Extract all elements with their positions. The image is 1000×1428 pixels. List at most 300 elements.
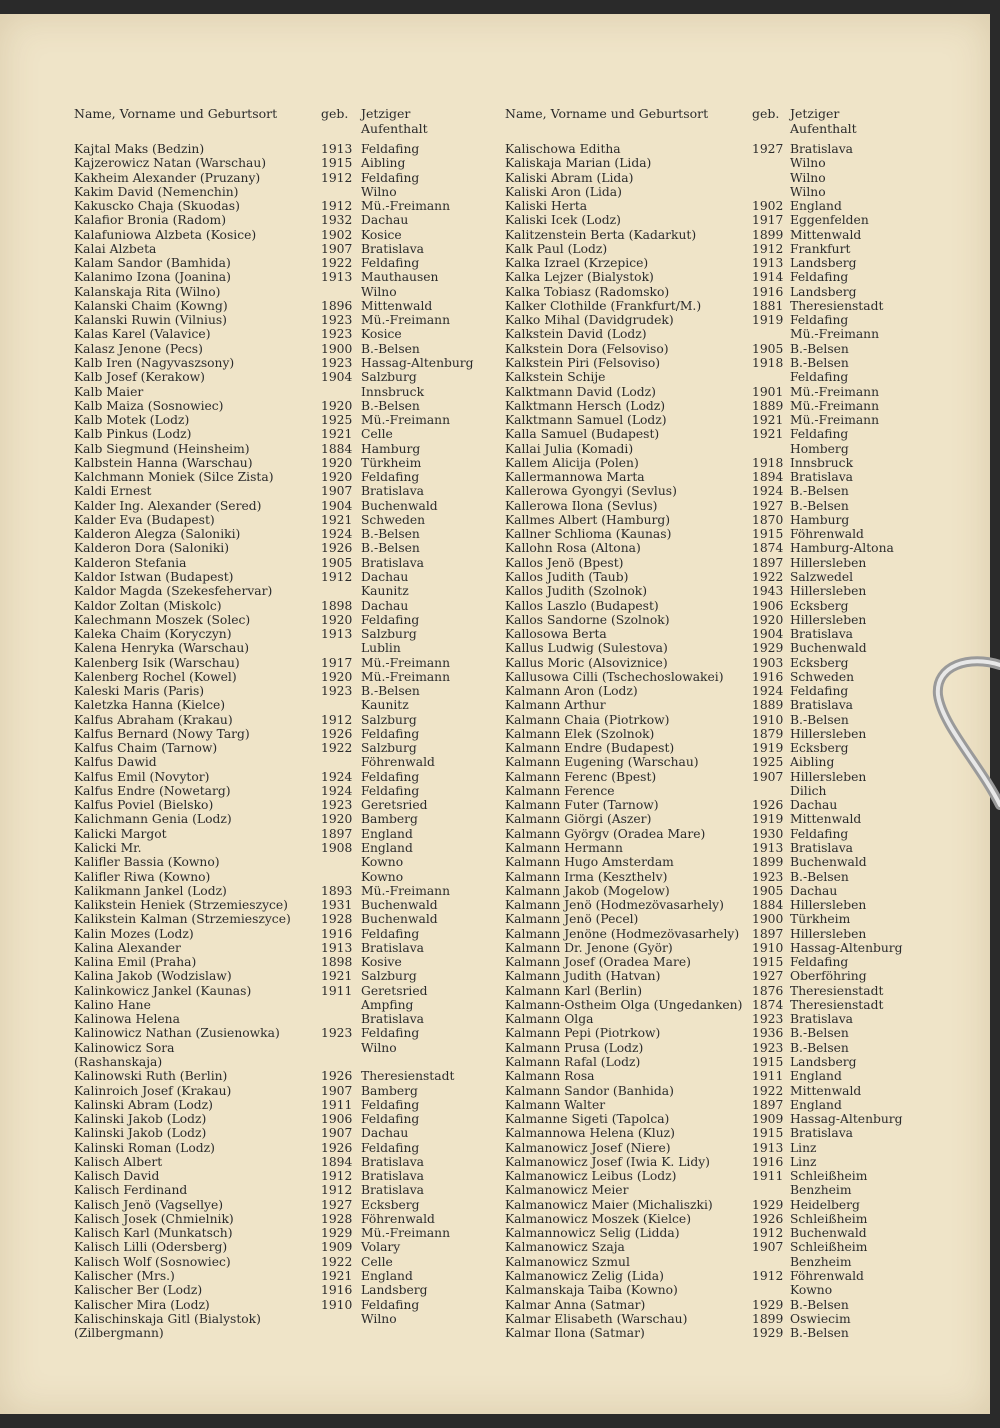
list-item <box>74 1155 471 1169</box>
list-item <box>505 1283 910 1297</box>
entry-name: Kalmann Walter <box>505 1097 606 1112</box>
entry-name: Kaliski Aron (Lida) <box>505 184 622 199</box>
entry-name: Kalinowski Ruth (Berlin) <box>74 1069 228 1084</box>
entry-place: Linz <box>790 1140 817 1155</box>
list-item <box>74 299 471 313</box>
entry-year: 1923 <box>321 684 353 699</box>
list-item <box>505 812 910 826</box>
entry-name: Kalmanowicz Josef (Niere) <box>505 1140 671 1155</box>
entry-year <box>752 1255 790 1269</box>
list-item <box>74 484 471 498</box>
entry-name: Kalmanowicz Moszek (Kielce) <box>505 1211 692 1226</box>
right-entries <box>505 142 910 1340</box>
list-item <box>505 698 910 712</box>
list-item <box>505 413 910 427</box>
entry-year <box>321 584 361 598</box>
entry-name: Kalenberg Isik (Warschau) <box>74 655 240 670</box>
entry-place: Oberföhring <box>790 969 867 984</box>
entry-place: Hamburg-Altona <box>790 541 894 556</box>
entry-place: Bratislava <box>790 1012 853 1027</box>
list-item <box>74 641 471 655</box>
entry-place: Wilno <box>361 1311 397 1326</box>
entry-year: 1900 <box>321 341 353 356</box>
entry-name: Kalikmann Jankel (Lodz) <box>74 883 227 898</box>
entry-year: 1897 <box>752 926 784 941</box>
list-item <box>505 955 910 969</box>
entry-place: Dachau <box>361 569 409 584</box>
entry-name: Kalinski Jakob (Lodz) <box>74 1126 207 1141</box>
entry-place: Landsberg <box>790 1055 857 1069</box>
list-item <box>505 1198 910 1212</box>
entry-year <box>752 442 790 456</box>
entry-place: B.-Belsen <box>790 484 849 499</box>
entry-name: Kajzerowicz Natan (Warschau) <box>74 156 267 171</box>
entry-name: (Rashanskaja) <box>74 1055 163 1069</box>
list-item <box>505 1084 910 1098</box>
list-item <box>505 627 910 641</box>
list-item <box>505 470 910 484</box>
entry-place: Dachau <box>790 798 838 813</box>
entry-place: Ecksberg <box>790 655 849 670</box>
entry-name: Kalinski Roman (Lodz) <box>74 1140 215 1155</box>
list-item <box>505 1041 910 1055</box>
entry-place: Oswiecim <box>790 1311 851 1326</box>
list-item <box>505 1155 910 1169</box>
list-item <box>74 1326 471 1340</box>
entry-year: 1912 <box>752 1226 784 1241</box>
entry-place: Ecksberg <box>361 1197 420 1212</box>
entry-year: 1924 <box>321 783 353 798</box>
header-name: Name, Vorname und Geburtsort <box>74 106 278 121</box>
entry-place <box>361 1326 471 1340</box>
entry-name: Kalmann Dr. Jenone (Györ) <box>505 940 673 955</box>
list-item <box>505 456 910 470</box>
entry-year: 1907 <box>752 1240 784 1255</box>
entry-name: Kalikstein Kalman (Strzemieszyce) <box>74 912 291 927</box>
entry-place: Hamburg <box>790 512 850 527</box>
entry-place: Salzburg <box>361 741 417 756</box>
list-item <box>505 185 910 199</box>
header-year: geb. <box>321 106 349 121</box>
list-item <box>505 784 910 798</box>
entry-place: Kowno <box>361 869 404 884</box>
list-item <box>74 1226 471 1240</box>
entry-name: Kalin Mozes (Lodz) <box>74 926 194 941</box>
list-item <box>505 870 910 884</box>
entry-year: 1919 <box>752 741 784 756</box>
entry-place: Homberg <box>790 441 849 456</box>
entry-name: Kalina Jakob (Wodzislaw) <box>74 969 232 984</box>
entry-name: Kalmann Hermann <box>505 841 623 856</box>
list-item <box>505 1069 910 1083</box>
entry-name: Kalker Clothilde (Frankfurt/M.) <box>505 298 702 313</box>
list-item <box>74 399 471 413</box>
entry-place: Mittenwald <box>790 1083 862 1098</box>
entry-name: Kalafuniowa Alzbeta (Kosice) <box>74 227 257 242</box>
entry-place: Theresienstadt <box>790 997 884 1012</box>
entry-place: Föhrenwald <box>790 527 864 542</box>
entry-year: 1913 <box>321 940 353 955</box>
entry-place: Feldafing <box>790 427 849 442</box>
entry-name: Kalischer Mira (Lodz) <box>74 1297 210 1312</box>
list-item <box>505 242 910 256</box>
entry-place: Föhrenwald <box>361 1211 435 1226</box>
entry-place: Mü.-Freimann <box>361 1226 451 1241</box>
entry-year: 1922 <box>321 256 353 271</box>
entry-place: Schleißheim <box>790 1169 868 1184</box>
list-item <box>74 713 471 727</box>
list-item <box>74 185 471 199</box>
list-item <box>74 627 471 641</box>
entry-year: 1923 <box>752 869 784 884</box>
entry-place: B.-Belsen <box>361 541 420 556</box>
entry-name: Kaldor Zoltan (Miskolc) <box>74 598 222 613</box>
entry-name: Kalder Ing. Alexander (Sered) <box>74 498 262 513</box>
entry-name: Kalinowicz Nathan (Zusienowka) <box>74 1026 280 1041</box>
entry-name: Kalmanowicz Zelig (Lida) <box>505 1268 664 1283</box>
entry-place: Buchenwald <box>361 912 438 927</box>
entry-place: Ampfing <box>361 997 414 1012</box>
list-item <box>505 1312 910 1326</box>
entry-year: 1884 <box>321 441 353 456</box>
entry-year: 1922 <box>321 1254 353 1269</box>
entry-year: 1907 <box>321 484 353 499</box>
list-item <box>74 855 471 869</box>
entry-year: 1909 <box>752 1112 784 1127</box>
entry-place: Landsberg <box>790 284 857 299</box>
header-name: Name, Vorname und Geburtsort <box>505 106 709 121</box>
entry-place: Frankfurt <box>790 241 851 256</box>
entry-name: Kalderon Alegza (Saloniki) <box>74 527 241 542</box>
entry-name: Kalk Paul (Lodz) <box>505 241 608 256</box>
entry-year: 1920 <box>752 612 784 627</box>
entry-place: Wilno <box>790 170 826 185</box>
entry-place: Theresienstadt <box>361 1069 455 1084</box>
entry-place: Türkheim <box>361 455 422 470</box>
entry-name: Kalisch David <box>74 1169 160 1184</box>
entry-place: Dachau <box>361 213 409 228</box>
entry-name: Kalmar Ilona (Satmar) <box>505 1326 645 1341</box>
entry-year: 1905 <box>321 555 353 570</box>
entry-name: Kalisch Josek (Chmielnik) <box>74 1211 234 1226</box>
list-item <box>74 1026 471 1040</box>
entry-place: Dilich <box>790 783 827 798</box>
list-item <box>505 641 910 655</box>
list-item <box>505 199 910 213</box>
entry-year: 1902 <box>752 199 784 214</box>
entry-place: Mü.-Freimann <box>790 327 880 342</box>
entry-place: England <box>790 199 842 214</box>
entry-name: Kalifler Bassia (Kowno) <box>74 855 220 870</box>
left-entries <box>74 142 474 1341</box>
entry-name: Kalka Tobiasz (Radomsko) <box>505 284 670 299</box>
entry-place: Feldafing <box>790 313 849 328</box>
entry-name: Kalktmann Samuel (Lodz) <box>505 413 667 428</box>
entry-name: Kalmann Olga <box>505 1012 594 1027</box>
entry-name: Kalder Eva (Budapest) <box>74 512 215 527</box>
entry-place: Geretsried <box>361 983 428 998</box>
list-item <box>505 327 910 341</box>
entry-place: Geretsried <box>361 798 428 813</box>
entry-name: Kalmann Rafal (Lodz) <box>505 1055 641 1069</box>
list-item <box>505 941 910 955</box>
entry-name: Kalisch Lilli (Odersberg) <box>74 1240 228 1255</box>
entry-place: England <box>790 1069 842 1084</box>
entry-year: 1929 <box>752 641 784 656</box>
entry-place: B.-Belsen <box>790 712 849 727</box>
entry-year: 1923 <box>321 798 353 813</box>
entry-name: Kalmann Irma (Keszthelv) <box>505 869 668 884</box>
list-item <box>74 256 471 270</box>
entry-place: Buchenwald <box>361 498 438 513</box>
list-item <box>74 870 471 884</box>
entry-year: 1921 <box>321 969 353 984</box>
entry-name: Kalisch Wolf (Sosnowiec) <box>74 1254 231 1269</box>
list-item <box>505 171 910 185</box>
entry-year: 1904 <box>321 498 353 513</box>
list-item <box>74 998 471 1012</box>
entry-year: 1915 <box>752 527 784 542</box>
entry-place: Hillersleben <box>790 584 867 599</box>
entry-year: 1904 <box>752 627 784 642</box>
entry-year: 1926 <box>321 726 353 741</box>
entry-year: 1889 <box>752 398 784 413</box>
list-item <box>505 285 910 299</box>
entry-year: 1909 <box>321 1240 353 1255</box>
entry-year <box>321 755 361 769</box>
entry-name: Kalmanne Sigeti (Tapolca) <box>505 1112 670 1127</box>
entry-place: Feldafing <box>361 470 420 485</box>
entry-year: 1943 <box>752 584 784 599</box>
entry-place: Dachau <box>790 883 838 898</box>
entry-place: Landsberg <box>790 256 857 271</box>
list-item <box>74 470 471 484</box>
list-item <box>74 228 471 242</box>
entry-place: Benzheim <box>790 1183 852 1198</box>
entry-name: Kalmanowicz Maier (Michaliszki) <box>505 1197 713 1212</box>
entry-place: England <box>361 1268 413 1283</box>
entry-place: Türkheim <box>790 912 851 927</box>
entry-year <box>752 327 790 341</box>
entry-place: Bratislava <box>361 1169 424 1184</box>
list-item <box>74 984 471 998</box>
entry-name: Kalifler Riwa (Kowno) <box>74 869 211 884</box>
entry-year: 1907 <box>321 1083 353 1098</box>
entry-year <box>321 1312 361 1326</box>
list-item <box>505 1240 910 1254</box>
entry-year: 1920 <box>321 812 353 827</box>
left-column <box>74 106 474 1341</box>
entry-year: 1912 <box>321 1169 353 1184</box>
list-item <box>74 941 471 955</box>
entry-year: 1906 <box>321 1112 353 1127</box>
entry-year <box>752 784 790 798</box>
entry-year: 1898 <box>321 598 353 613</box>
list-item <box>74 827 471 841</box>
entry-name: Kalinroich Josef (Krakau) <box>74 1083 232 1098</box>
entry-year <box>321 385 361 399</box>
list-item <box>74 1255 471 1269</box>
entry-name: Kalmanowicz Szmul <box>505 1254 630 1269</box>
list-item <box>505 256 910 270</box>
entry-name: Kalinski Jakob (Lodz) <box>74 1112 207 1127</box>
entry-year: 1874 <box>752 997 784 1012</box>
entry-year: 1916 <box>752 284 784 299</box>
entry-year: 1921 <box>321 1268 353 1283</box>
entry-name: Kalina Emil (Praha) <box>74 955 197 970</box>
entry-place <box>361 1055 471 1069</box>
entry-name: Kalka Lejzer (Bialystok) <box>505 270 654 285</box>
list-item <box>74 199 471 213</box>
entry-year: 1911 <box>752 1069 784 1084</box>
list-item <box>505 755 910 769</box>
entry-name: Kalmann-Ostheim Olga (Ungedanken) <box>505 997 743 1012</box>
list-item <box>74 1084 471 1098</box>
entry-name: Kallos Judith (Taub) <box>505 569 629 584</box>
list-item <box>74 427 471 441</box>
entry-name: Kalb Pinkus (Lodz) <box>74 427 192 442</box>
entry-year: 1923 <box>321 313 353 328</box>
entry-place: Mittenwald <box>361 298 433 313</box>
list-item <box>505 370 910 384</box>
entry-year: 1924 <box>321 769 353 784</box>
list-item <box>505 213 910 227</box>
list-item <box>74 327 471 341</box>
entry-place: Kosive <box>361 955 402 970</box>
entry-place: Celle <box>361 427 393 442</box>
list-item <box>74 1012 471 1026</box>
entry-name: Kaldor Magda (Szekesfehervar) <box>74 584 273 599</box>
entry-name: Kalkstein Dora (Felsoviso) <box>505 341 669 356</box>
entry-name: Kalmannowa Helena (Kluz) <box>505 1126 675 1141</box>
entry-year: 1896 <box>321 298 353 313</box>
list-item <box>505 584 910 598</box>
entry-place: Benzheim <box>790 1254 852 1269</box>
entry-place: B.-Belsen <box>790 355 849 370</box>
entry-year: 1931 <box>321 898 353 913</box>
entry-year: 1902 <box>321 227 353 242</box>
entry-year: 1912 <box>752 241 784 256</box>
entry-year: 1899 <box>752 855 784 870</box>
entry-name: Kaleka Chaim (Koryczyn) <box>74 627 232 642</box>
list-item <box>505 556 910 570</box>
entry-place: England <box>361 826 413 841</box>
entry-year: 1929 <box>752 1197 784 1212</box>
entry-year: 1913 <box>321 142 353 156</box>
entry-year: 1917 <box>321 655 353 670</box>
entry-place: Mü.-Freimann <box>361 655 451 670</box>
paper-clip-icon <box>930 655 1000 815</box>
entry-name: Kalfus Bernard (Nowy Targ) <box>74 726 250 741</box>
entry-name: Kalmann Jenö (Hodmezövasarhely) <box>505 898 724 913</box>
list-item <box>505 912 910 926</box>
entry-year: 1905 <box>752 341 784 356</box>
entry-year: 1910 <box>752 940 784 955</box>
entry-place: Feldafing <box>790 370 849 385</box>
list-item <box>74 442 471 456</box>
entry-year: 1913 <box>321 270 353 285</box>
entry-name: Kalmann Futer (Tarnow) <box>505 798 659 813</box>
list-item <box>74 1240 471 1254</box>
entry-place: Celle <box>361 1254 393 1269</box>
entry-name: Kalmann Chaia (Piotrkow) <box>505 712 670 727</box>
entry-name: Kallerowa Gyongyi (Sevlus) <box>505 484 677 499</box>
entry-year: 1897 <box>752 555 784 570</box>
list-item <box>505 570 910 584</box>
entry-name: Kalmann Arthur <box>505 698 606 713</box>
entry-place: Bratislava <box>361 484 424 499</box>
entry-name: Kalmar Elisabeth (Warschau) <box>505 1311 688 1326</box>
entry-name: Kalmann Rosa <box>505 1069 595 1084</box>
list-item <box>505 541 910 555</box>
list-item <box>505 1269 910 1283</box>
list-item <box>505 998 910 1012</box>
entry-name: Kalktmann David (Lodz) <box>505 384 656 399</box>
entry-year: 1928 <box>321 1211 353 1226</box>
entry-place: Kowno <box>790 1283 833 1298</box>
entry-place: Feldafing <box>361 612 420 627</box>
entry-year: 1881 <box>752 298 784 313</box>
entry-year: 1932 <box>321 213 353 228</box>
list-item <box>74 1183 471 1197</box>
list-item <box>74 171 471 185</box>
entry-year: 1905 <box>752 883 784 898</box>
entry-year: 1923 <box>752 1040 784 1055</box>
entry-year <box>752 1283 790 1297</box>
entry-year: 1918 <box>752 355 784 370</box>
list-item <box>505 527 910 541</box>
entry-place: Volary <box>361 1240 401 1255</box>
entry-name: Kalmanowicz Meier <box>505 1183 629 1198</box>
entry-name: Kalmann Judith (Hatvan) <box>505 969 661 984</box>
list-item <box>505 1012 910 1026</box>
entry-year: 1898 <box>321 955 353 970</box>
entry-year: 1912 <box>321 569 353 584</box>
list-item <box>505 513 910 527</box>
entry-name: Kalfus Dawid <box>74 755 157 770</box>
entry-year: 1920 <box>321 455 353 470</box>
entry-place: Aibling <box>361 156 406 171</box>
entry-name: Kalderon Stefania <box>74 555 187 570</box>
entry-year <box>321 285 361 299</box>
list-item <box>505 299 910 313</box>
entry-name: Kalb Josef (Kerakow) <box>74 370 205 385</box>
entry-place: Mü.-Freimann <box>790 384 880 399</box>
entry-year <box>752 171 790 185</box>
entry-name: Kalischer (Mrs.) <box>74 1268 175 1283</box>
entry-name: Kalmann Karl (Berlin) <box>505 983 643 998</box>
entry-year: 1913 <box>752 1140 784 1155</box>
entry-name: Kalmann Prusa (Lodz) <box>505 1040 644 1055</box>
list-item <box>74 841 471 855</box>
list-item <box>74 313 471 327</box>
entry-year: 1926 <box>752 1211 784 1226</box>
list-item <box>74 884 471 898</box>
entry-name: Kalmann Hugo Amsterdam <box>505 855 674 870</box>
list-item <box>505 727 910 741</box>
entry-year: 1899 <box>752 227 784 242</box>
entry-year: 1922 <box>752 1083 784 1098</box>
list-item <box>74 242 471 256</box>
list-item <box>74 698 471 712</box>
entry-name: Kaliskaja Marian (Lida) <box>505 156 652 171</box>
list-item <box>505 427 910 441</box>
list-item <box>74 955 471 969</box>
list-item <box>74 812 471 826</box>
list-item <box>74 385 471 399</box>
entry-name: (Zilbergmann) <box>74 1326 164 1341</box>
list-item <box>505 1141 910 1155</box>
